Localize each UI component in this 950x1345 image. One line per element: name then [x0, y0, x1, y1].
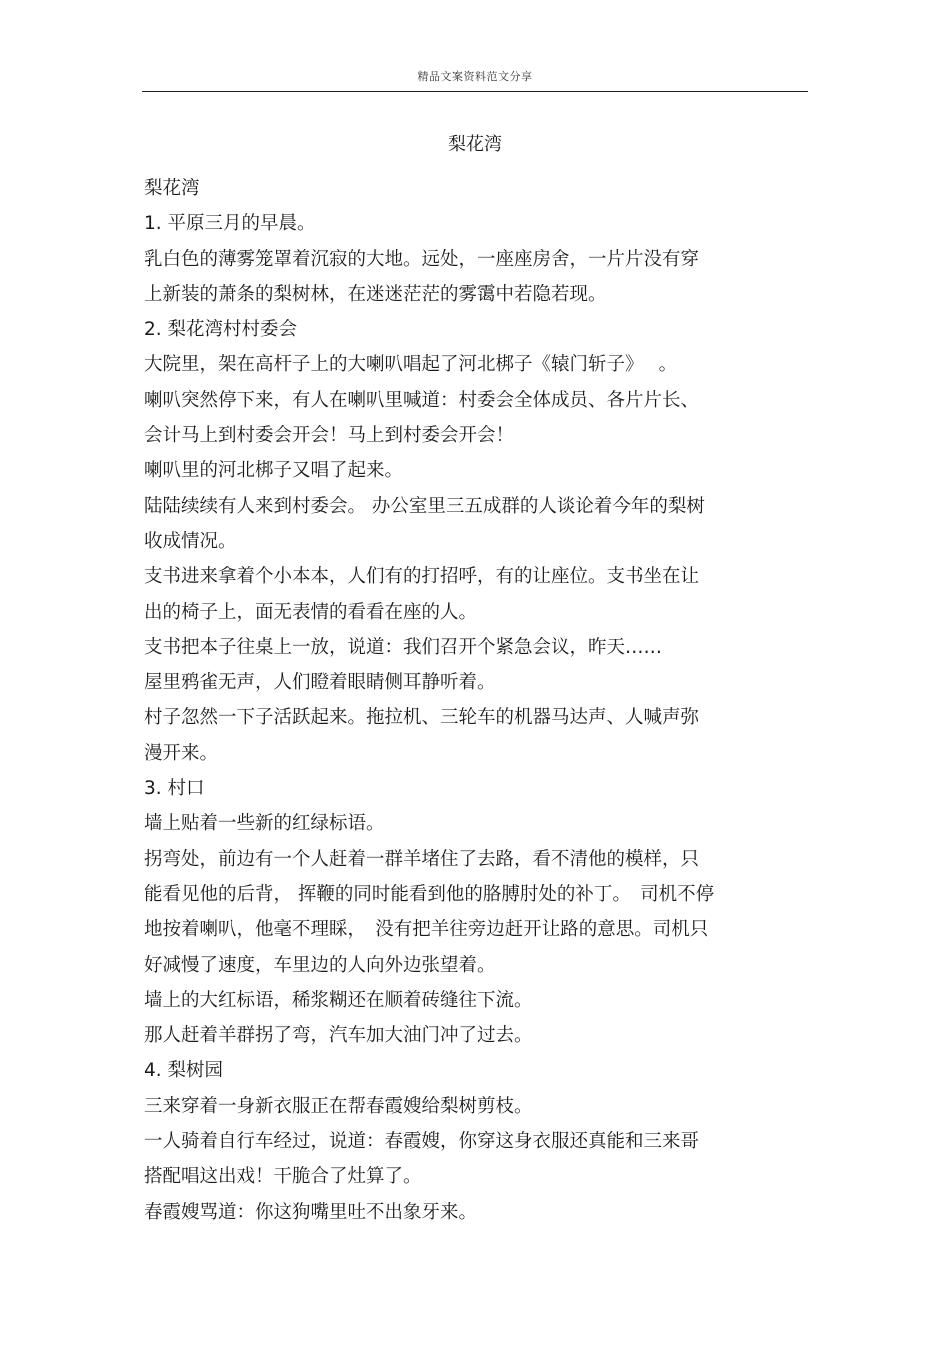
header-divider — [142, 91, 808, 92]
text-line: 支书把本子往桌上一放，说道：我们召开个紧急会议，昨天…… — [144, 636, 663, 658]
text-line: 上新装的萧条的梨树林，在迷迷茫茫的雾霭中若隐若现。 — [144, 283, 607, 305]
text-line: 乳白色的薄雾笼罩着沉寂的大地。远处，一座座房舍，一片片没有穿 — [144, 248, 700, 270]
text-line: 梨花湾 — [144, 178, 200, 199]
text-line: 4. 梨树园 — [144, 1060, 224, 1082]
text-line: 好减慢了速度，车里边的人向外边张望着。 — [144, 954, 496, 976]
text-line: 3. 村口 — [144, 778, 205, 800]
text-line: 喇叭里的河北梆子又唱了起来。 — [144, 460, 404, 482]
text-line: 能看见他的后背， 挥鞭的同时能看到他的胳膊肘处的补丁。 司机不停 — [144, 883, 715, 905]
text-line: 搭配唱这出戏！干脆合了灶算了。 — [144, 1166, 422, 1188]
text-line: 村子忽然一下子活跃起来。拖拉机、三轮车的机器马达声、人喊声弥 — [144, 707, 700, 729]
text-line: 出的椅子上，面无表情的看看在座的人。 — [144, 601, 478, 623]
page-header: 精品文案资料范文分享 — [417, 70, 533, 83]
document-title: 梨花湾 — [448, 134, 502, 155]
text-line: 一人骑着自行车经过，说道：春霞嫂，你穿这身衣服还真能和三来哥 — [144, 1131, 700, 1153]
text-line: 三来穿着一身新衣服正在帮春霞嫂给梨树剪枝。 — [144, 1095, 533, 1117]
text-line: 大院里，架在高杆子上的大喇叭唱起了河北梆子《辕门斩子》 。 — [144, 354, 678, 376]
text-line: 拐弯处，前边有一个人赶着一群羊堵住了去路，看不清他的模样，只 — [144, 848, 700, 870]
text-line: 屋里鸦雀无声，人们瞪着眼睛侧耳静听着。 — [144, 672, 496, 694]
text-line: 会计马上到村委会开会！马上到村委会开会！ — [144, 425, 515, 447]
text-line: 墙上的大红标语，稀浆糊还在顺着砖缝往下流。 — [144, 989, 533, 1011]
document-body — [144, 171, 824, 1230]
text-line: 墙上贴着一些新的红绿标语。 — [144, 813, 385, 835]
text-line: 地按着喇叭，他毫不理睬， 没有把羊往旁边赶开让路的意思。司机只 — [144, 919, 709, 941]
text-line: 那人赶着羊群拐了弯，汽车加大油门冲了过去。 — [144, 1025, 533, 1047]
text-line: 春霞嫂骂道：你这狗嘴里吐不出象牙来。 — [144, 1201, 478, 1223]
text-line: 漫开来。 — [144, 742, 219, 764]
text-line: 喇叭突然停下来，有人在喇叭里喊道：村委会全体成员、各片片长、 — [144, 389, 700, 411]
text-line: 2. 梨花湾村村委会 — [144, 319, 298, 341]
text-line: 陆陆续续有人来到村委会。 办公室里三五成群的人谈论着今年的梨树 — [144, 495, 705, 517]
text-line: 1. 平原三月的早晨。 — [144, 213, 316, 235]
text-line: 支书进来拿着个小本本，人们有的打招呼，有的让座位。支书坐在让 — [144, 566, 700, 588]
text-line: 收成情况。 — [144, 530, 237, 552]
